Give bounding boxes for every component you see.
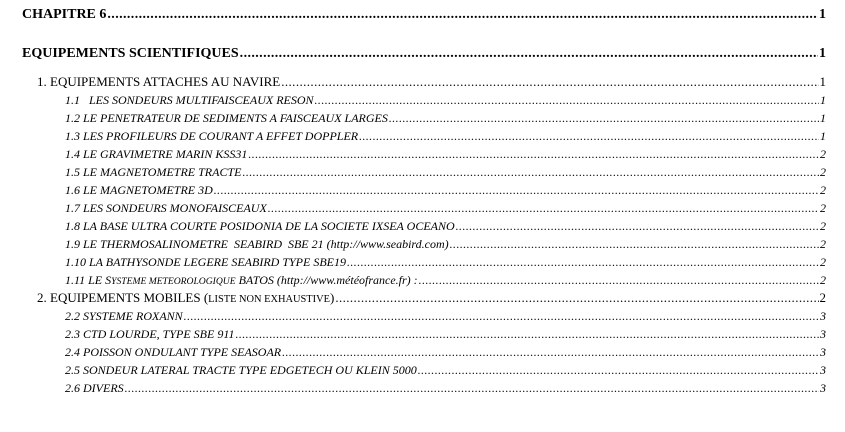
dot-leader bbox=[107, 8, 818, 22]
toc-entry-page: 2 bbox=[820, 165, 826, 179]
toc-entry-page: 1 bbox=[819, 74, 826, 89]
toc-entry-page: 2 bbox=[820, 183, 826, 197]
toc-entry-page: 3 bbox=[820, 309, 826, 323]
toc-subsection-entry[interactable] bbox=[65, 310, 826, 322]
toc-entry-title: 1.8 LA BASE ULTRA COURTE POSIDONIA DE LA SOCIETE IXSEA OCEANO bbox=[65, 219, 455, 233]
dot-leader bbox=[242, 166, 819, 178]
dot-leader bbox=[240, 47, 818, 61]
toc-subsection-entry[interactable] bbox=[65, 328, 826, 340]
dot-leader bbox=[347, 256, 819, 268]
toc-entry-title: 2.4 POISSON ONDULANT TYPE SEASOAR bbox=[65, 345, 282, 359]
toc-subsection-entry[interactable] bbox=[65, 130, 826, 142]
toc-entry-title: 2.6 DIVERS bbox=[65, 381, 124, 395]
toc-entry-title bbox=[37, 291, 334, 305]
dot-leader bbox=[184, 310, 819, 322]
toc-entry-title: 1.5 LE MAGNETOMETRE TRACTE bbox=[65, 165, 242, 179]
toc-entry-title: 1.6 LE MAGNETOMETRE 3D bbox=[65, 183, 213, 197]
toc-entry-title: 1.4 LE GRAVIMETRE MARIN KSS31 bbox=[65, 147, 248, 161]
dot-leader bbox=[450, 238, 819, 250]
dot-leader bbox=[456, 220, 819, 232]
toc-subsection-entry[interactable] bbox=[65, 346, 826, 358]
dot-leader bbox=[282, 346, 819, 358]
toc-subsection-entry[interactable] bbox=[65, 256, 826, 268]
toc-subsection-entry[interactable] bbox=[65, 202, 826, 214]
toc-entry-page: 2 bbox=[820, 273, 826, 287]
toc-entry-title: 2.5 SONDEUR LATERAL TRACTE TYPE EDGETECH OU KLEIN 5000 bbox=[65, 363, 417, 377]
toc-part-entry[interactable] bbox=[22, 47, 826, 61]
toc-entry-title: 1.9 LE THERMOSALINOMETRE SEABIRD SBE 21 (http://www.seabird.com) bbox=[65, 237, 449, 251]
toc-subsection-entry[interactable] bbox=[65, 274, 826, 287]
toc-entry-title: 1.1 LES SONDEURS MULTIFAISCEAUX RESON bbox=[65, 93, 314, 107]
toc-entry-title-suffix: BATOS (http://www.météofrance.fr) : bbox=[235, 273, 418, 287]
toc-subsection-entry[interactable] bbox=[65, 382, 826, 394]
dot-leader bbox=[389, 112, 819, 124]
toc-subsection-entry[interactable] bbox=[65, 148, 826, 160]
toc-entry-title: CHAPITRE 6 bbox=[22, 7, 107, 22]
toc-entry-page: 1 bbox=[819, 46, 826, 61]
toc-entry-page: 2 bbox=[820, 147, 826, 161]
toc-entry-page: 1 bbox=[820, 111, 826, 125]
toc-entry-title-smallcaps: YSTEME METEOROLOGIQUE bbox=[111, 276, 236, 287]
toc-subsection-entry[interactable] bbox=[65, 238, 826, 250]
toc-subsection-entry[interactable] bbox=[65, 94, 826, 106]
dot-leader bbox=[268, 202, 819, 214]
toc-chapter-entry[interactable] bbox=[22, 8, 826, 22]
toc-subsection-entry[interactable] bbox=[65, 112, 826, 124]
toc-entry-title: 2.3 CTD LOURDE, TYPE SBE 911 bbox=[65, 327, 235, 341]
toc-entry-title bbox=[65, 274, 418, 287]
toc-section-entry[interactable] bbox=[37, 291, 826, 305]
toc-subsection-entry[interactable] bbox=[65, 220, 826, 232]
toc-entry-page: 2 bbox=[820, 237, 826, 251]
dot-leader bbox=[419, 274, 819, 286]
toc-section-entry[interactable] bbox=[37, 75, 826, 88]
toc-entry-page: 1 bbox=[820, 129, 826, 143]
toc-entry-page: 2 bbox=[819, 290, 826, 305]
toc-entry-page: 3 bbox=[820, 345, 826, 359]
toc-subsection-entry[interactable] bbox=[65, 166, 826, 178]
toc-entry-page: 2 bbox=[820, 219, 826, 233]
toc-entry-title-suffix: ) bbox=[329, 290, 335, 305]
toc-entry-page: 2 bbox=[820, 255, 826, 269]
toc-entry-page: 1 bbox=[820, 93, 826, 107]
toc-entry-page: 1 bbox=[819, 7, 826, 22]
toc-entry-title-smallcaps: LISTE NON EXHAUSTIVE bbox=[208, 294, 330, 305]
dot-leader bbox=[418, 364, 819, 376]
dot-leader bbox=[281, 75, 818, 88]
toc-entry-title: 1.10 LA BATHYSONDE LEGERE SEABIRD TYPE SBE19 bbox=[65, 255, 346, 269]
dot-leader bbox=[235, 328, 819, 340]
dot-leader bbox=[315, 94, 819, 106]
toc-entry-title: 1.7 LES SONDEURS MONOFAISCEAUX bbox=[65, 201, 267, 215]
toc-entry-title-prefix: 2. EQUIPEMENTS MOBILES ( bbox=[37, 290, 209, 305]
toc-entry-page: 2 bbox=[820, 201, 826, 215]
toc-entry-page: 3 bbox=[820, 327, 826, 341]
toc-entry-page: 3 bbox=[820, 381, 826, 395]
dot-leader bbox=[359, 130, 819, 142]
toc-entry-title: 1.2 LE PENETRATEUR DE SEDIMENTS A FAISCEAUX LARGES bbox=[65, 111, 388, 125]
toc-subsection-entry[interactable] bbox=[65, 364, 826, 376]
toc-subsection-entry[interactable] bbox=[65, 184, 826, 196]
toc-entry-title: 2.2 SYSTEME ROXANN bbox=[65, 309, 183, 323]
dot-leader bbox=[214, 184, 819, 196]
dot-leader bbox=[248, 148, 819, 160]
dot-leader bbox=[335, 291, 818, 304]
dot-leader bbox=[125, 382, 819, 394]
toc-entry-title: 1. EQUIPEMENTS ATTACHES AU NAVIRE bbox=[37, 74, 281, 89]
toc-entry-title: EQUIPEMENTS SCIENTIFIQUES bbox=[22, 46, 239, 61]
toc-entry-title: 1.3 LES PROFILEURS DE COURANT A EFFET DOPPLER bbox=[65, 129, 359, 143]
toc-entry-title-prefix: 1.11 LE S bbox=[65, 273, 112, 287]
toc-entry-page: 3 bbox=[820, 363, 826, 377]
